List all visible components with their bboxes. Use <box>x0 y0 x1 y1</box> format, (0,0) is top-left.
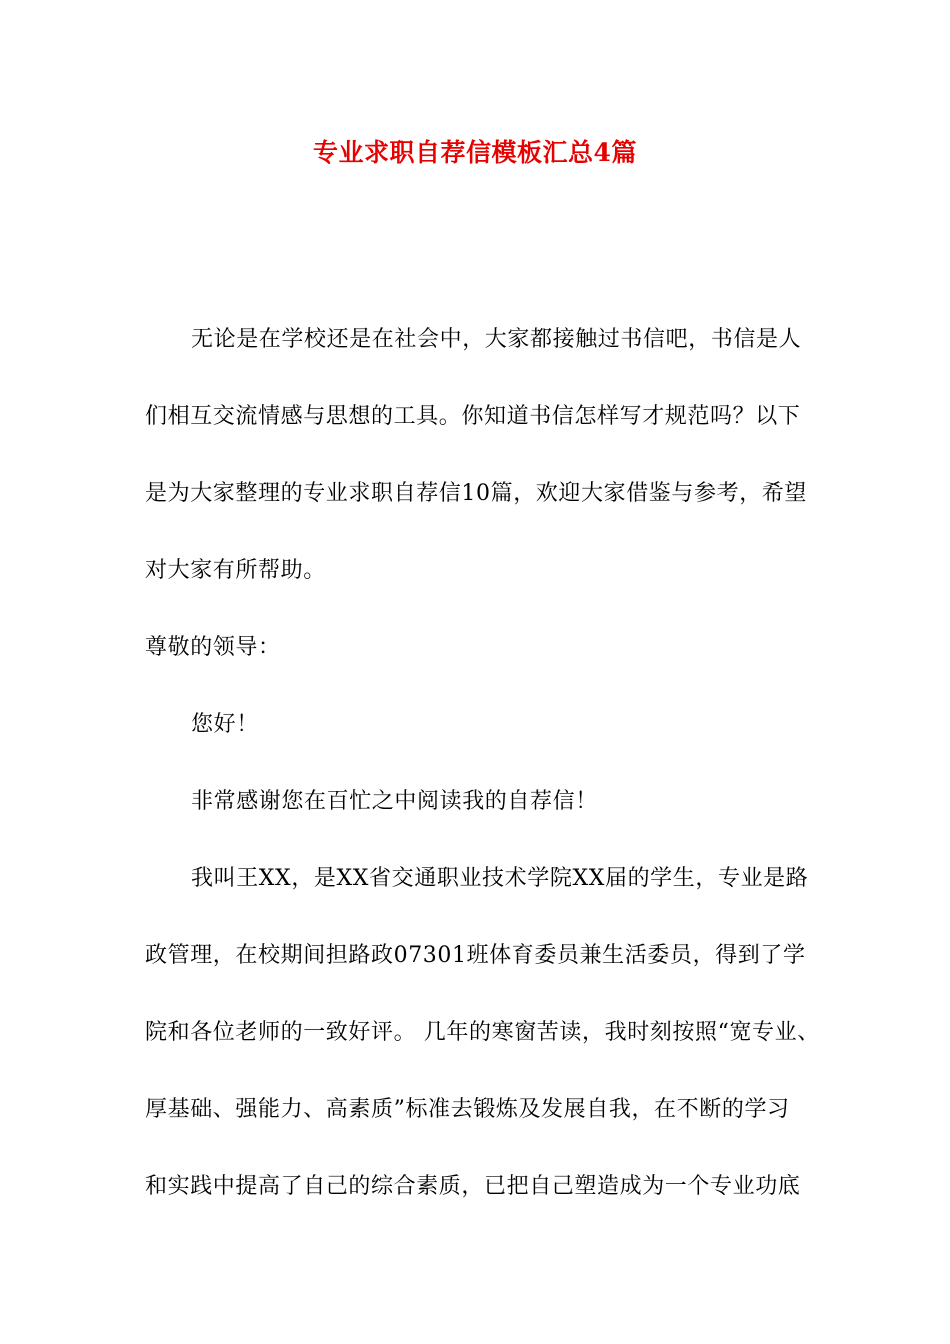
paragraph-line: 厚基础、强能力、高素质”标准去锻炼及发展自我，在不断的学习 <box>145 1097 790 1122</box>
paragraph-line: 们相互交流情感与思想的工具。你知道书信怎样写才规范吗？以下 <box>145 404 801 429</box>
paragraph-line: 政管理，在校期间担路政07301班体育委员兼生活委员，得到了学 <box>145 943 806 968</box>
paragraph-line: 院和各位老师的一致好评。 几年的寒窗苦读，我时刻按照“宽专业、 <box>145 1020 820 1045</box>
paragraph-line: 我叫王XX，是XX省交通职业技术学院XX届的学生，专业是路 <box>191 866 809 891</box>
document-title: 专业求职自荐信模板汇总4篇 <box>313 138 637 167</box>
paragraph-line: 无论是在学校还是在社会中，大家都接触过书信吧，书信是人 <box>191 327 802 352</box>
paragraph-line: 非常感谢您在百忙之中阅读我的自荐信！ <box>191 789 598 814</box>
paragraph-line: 对大家有所帮助。 <box>145 558 326 583</box>
paragraph-line: 和实践中提高了自己的综合素质，已把自己塑造成为一个专业功底 <box>145 1174 801 1199</box>
document-body <box>145 320 820 1244</box>
greeting-line: 您好！ <box>191 712 259 737</box>
paragraph-line: 是为大家整理的专业求职自荐信10篇，欢迎大家借鉴与参考，希望 <box>145 481 807 506</box>
salutation-line: 尊敬的领导： <box>145 635 281 660</box>
